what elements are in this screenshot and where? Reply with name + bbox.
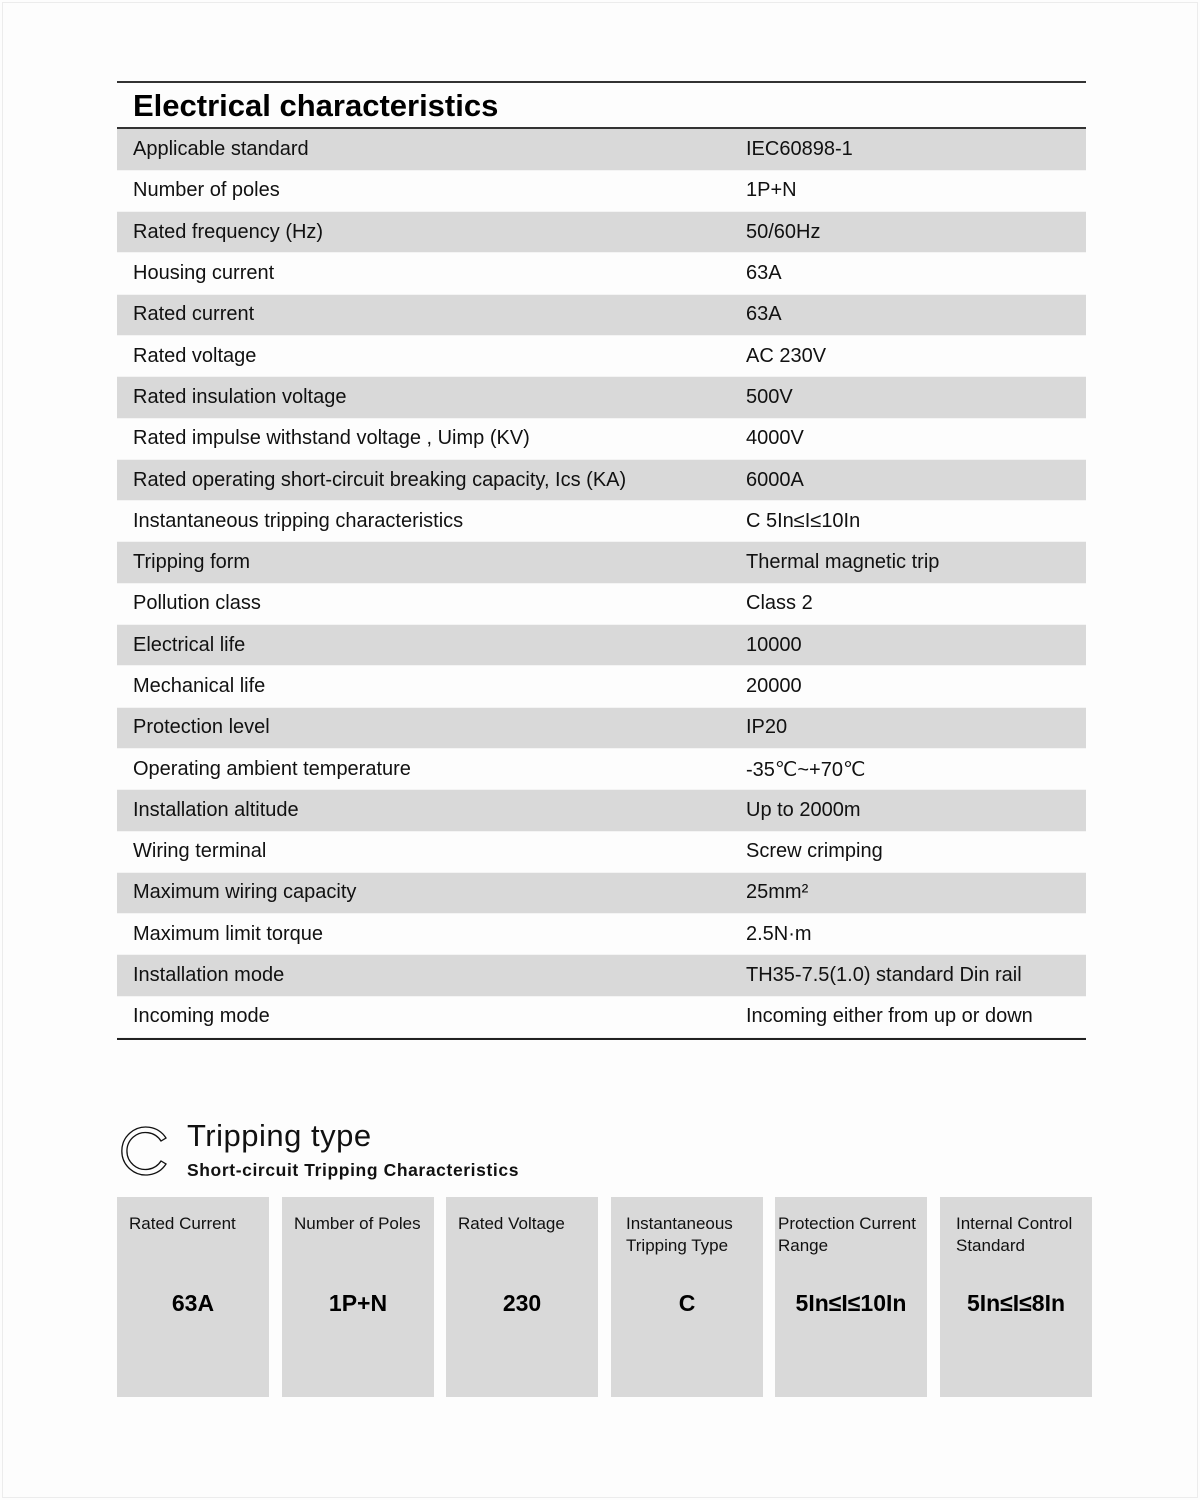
table-row [117,707,1086,748]
table-row [117,955,1086,996]
row-label: Installation altitude [117,790,746,831]
spec-table [117,129,1086,1038]
row-label: Instantaneous tripping characteristics [117,501,746,542]
row-value: 6000A [746,459,1086,500]
card-value: 5In≤I≤8In [966,1290,1066,1316]
row-value: 63A [746,253,1086,294]
card-value: 1P+N [328,1290,388,1316]
table-row [117,748,1086,789]
row-value: 2.5N·m [746,914,1086,955]
c-letter-logo-icon [117,1122,173,1180]
row-label: Tripping form [117,542,746,583]
row-label: Maximum limit torque [117,914,746,955]
table-row [117,914,1086,955]
row-label: Housing current [117,253,746,294]
card-rated-voltage [446,1197,598,1397]
row-value: 25mm² [746,872,1086,913]
card-label: Rated Current [129,1214,236,1233]
row-label: Rated impulse withstand voltage , Uimp (KV) [117,418,746,459]
table-row [117,625,1086,666]
row-label: Rated insulation voltage [117,377,746,418]
table-row [117,377,1086,418]
row-label: Number of poles [117,170,746,211]
card-label: Number of Poles [294,1214,421,1233]
row-label: Wiring terminal [117,831,746,872]
table-row [117,501,1086,542]
row-value: IP20 [746,707,1086,748]
table-row [117,831,1086,872]
bottom-rule [117,1038,1086,1040]
row-value: 500V [746,377,1086,418]
row-value: Class 2 [746,583,1086,624]
row-label: Incoming mode [117,996,746,1037]
row-value: Thermal magnetic trip [746,542,1086,583]
row-value: IEC60898-1 [746,129,1086,170]
card-label: Protection Current Range [778,1214,916,1255]
tripping-cards [117,1197,1092,1397]
row-label: Applicable standard [117,129,746,170]
card-value: C [678,1290,696,1316]
row-value: 63A [746,294,1086,335]
card-instantaneous-tripping-type [611,1197,763,1397]
table-row [117,212,1086,253]
table-row [117,583,1086,624]
card-value: 63A [171,1290,215,1316]
row-value: -35℃~+70℃ [746,748,1086,789]
card-protection-current-range [775,1197,927,1397]
row-label: Electrical life [117,625,746,666]
row-value: Up to 2000m [746,790,1086,831]
table-row [117,294,1086,335]
table-row [117,872,1086,913]
row-value: 20000 [746,666,1086,707]
row-value: 10000 [746,625,1086,666]
card-internal-control-standard [940,1197,1092,1397]
card-value: 230 [502,1290,542,1316]
row-value: C 5In≤I≤10In [746,501,1086,542]
table-row [117,790,1086,831]
table-row [117,129,1086,170]
row-label: Protection level [117,707,746,748]
row-label: Maximum wiring capacity [117,872,746,913]
tripping-type-header [117,1118,817,1188]
card-number-of-poles [282,1197,434,1397]
card-value: 5In≤I≤10In [795,1290,907,1316]
section-title: Electrical characteristics [117,83,1086,129]
tripping-type-subtitle: Short-circuit Tripping Characteristics [187,1160,520,1180]
card-label: Rated Voltage [458,1214,565,1233]
row-label: Mechanical life [117,666,746,707]
row-label: Rated operating short-circuit breaking capacity, Ics (KA) [117,459,746,500]
row-label: Rated voltage [117,335,746,376]
row-value: Screw crimping [746,831,1086,872]
electrical-characteristics-section [117,81,1086,1040]
table-row [117,418,1086,459]
row-value: AC 230V [746,335,1086,376]
tripping-type-title: Tripping type [187,1118,372,1153]
row-value: 1P+N [746,170,1086,211]
row-label: Rated current [117,294,746,335]
row-label: Rated frequency (Hz) [117,212,746,253]
card-rated-current [117,1197,269,1397]
row-label: Installation mode [117,955,746,996]
row-value: 50/60Hz [746,212,1086,253]
row-value: TH35-7.5(1.0) standard Din rail [746,955,1086,996]
table-row [117,542,1086,583]
row-value: Incoming either from up or down [746,996,1086,1037]
row-value: 4000V [746,418,1086,459]
row-label: Operating ambient temperature [117,748,746,789]
row-label: Pollution class [117,583,746,624]
table-row [117,253,1086,294]
table-row [117,335,1086,376]
card-label: Instantaneous Tripping Type [626,1214,733,1255]
card-label: Internal Control Standard [956,1214,1073,1255]
table-row [117,459,1086,500]
table-row [117,996,1086,1037]
table-row [117,666,1086,707]
table-row [117,170,1086,211]
